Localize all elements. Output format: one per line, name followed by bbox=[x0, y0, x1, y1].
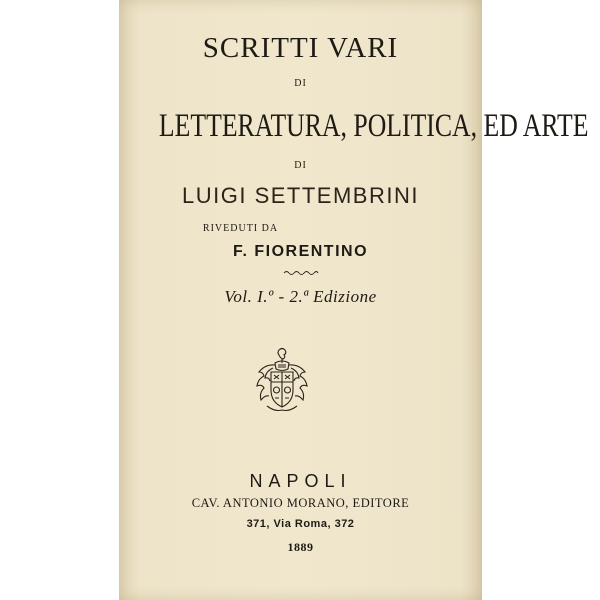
book-title-page bbox=[119, 0, 589, 600]
volume-edition: Vol. I.º - 2.ª Edizione bbox=[224, 287, 377, 306]
connector-di-1: DI bbox=[294, 78, 307, 89]
revised-by-label: RIVEDUTI DA bbox=[202, 223, 279, 234]
flourish-divider-icon bbox=[283, 270, 319, 276]
editor-name: F. FIORENTINO bbox=[232, 243, 369, 260]
author-name: LUIGI SETTEMBRINI bbox=[182, 183, 419, 208]
title-line-1: SCRITTI VARI bbox=[202, 32, 399, 64]
publisher-name: CAV. ANTONIO MORANO, EDITORE bbox=[191, 496, 410, 510]
publication-city: NAPOLI bbox=[249, 471, 352, 491]
title-line-2: LETTERATURA, POLITICA, ED ARTE bbox=[158, 108, 589, 144]
publisher-address: 371, Via Roma, 372 bbox=[246, 518, 355, 530]
heraldic-crest-icon bbox=[253, 346, 311, 414]
publication-year: 1889 bbox=[287, 540, 314, 554]
connector-di-2: DI bbox=[294, 160, 307, 171]
